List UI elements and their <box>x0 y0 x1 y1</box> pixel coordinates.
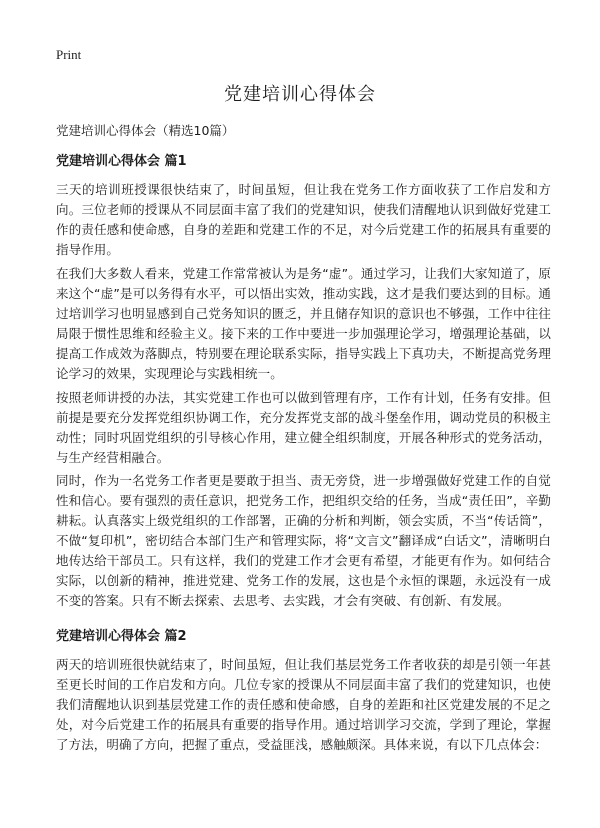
print-link[interactable]: Print <box>56 47 82 62</box>
paragraph: 三天的培训班授课很快结束了，时间虽短，但让我在党务工作方面收获了工作启发和方向。三位老师的授课从不同层面丰富了我们的党建知识，使我们清醒地认识到做好党建工作的责任感和使命感，自身的差距和党建工作的不足，对今后党建工作的拓展具有重要的指导作用。 <box>56 182 551 257</box>
document-title: 党建培训心得体会 <box>224 84 376 105</box>
document-subtitle: 党建培训心得体会（精选10篇） <box>56 123 235 138</box>
paragraph: 在我们大多数人看来，党建工作常常被认为是务“虚”。通过学习，让我们大家知道了，原来这个“虚”是可以务得有水平，可以悟出实效，推动实践，这才是我们要达到的目标。通过培训学习也明显感到自己党务知识的匮乏，并且储存知识的意识也不够强，工作中往往局限于惯性思维和经验主义。接下来的工作中要进一步加强理论学习，增强理论基础，以提高工作成效为落脚点，特别要在理论联系实际，指导实践上下真功夫，不断提高党务理论学习的效果，实现理论与实践相统一。 <box>56 266 551 381</box>
section-heading-1: 党建培训心得体会 篇1 <box>56 154 187 169</box>
paragraph: 同时，作为一名党务工作者更是要敢于担当、责无旁贷，进一步增强做好党建工作的自觉性和信心。要有强烈的责任意识，把党务工作，把组织交给的任务，当成“责任田”，辛勤耕耘。认真落实上级党组织的工作部署，正确的分析和判断，领会实质，不当“传话筒”，不做“复印机”，密切结合本部门生产和管理实际，将“文言文”翻译成“白话文”，清晰明白地传达给干部员工。只有这样，我们的党建工作才会更有希望，才能更有作为。如何结合实际，以创新的精神，推进党建、党务工作的发展，这也是个永恒的课题，永远没有一成不变的答案。只有不断去探索、去思考、去实践，才会有突破、有创新、有发展。 <box>56 473 551 608</box>
paragraph: 两天的培训班很快就结束了，时间虽短，但让我们基层党务工作者收获的却是引领一年甚至更长时间的工作启发和方向。几位专家的授课从不同层面丰富了我们的党建知识，也使我们清醒地认识到基层党建工作的责任感和使命感，自身的差距和社区党建发展的不足之处，对今后党建工作的拓展具有重要的指导作用。通过培训学习交流，学到了理论，掌握了方法，明确了方向，把握了重点，受益匪浅，感触颇深。具体来说，有以下几点体会： <box>56 657 551 752</box>
paragraph: 按照老师讲授的办法，其实党建工作也可以做到管理有序，工作有计划，任务有安排。但前提是要充分发挥党组织协调工作，充分发挥党支部的战斗堡垒作用，调动党员的积极主动性；同时巩固党组织的引导核心作用，建立健全组织制度，开展各种形式的党务活动，与生产经营相融合。 <box>56 390 551 465</box>
section-heading-2: 党建培训心得体会 篇2 <box>56 629 187 644</box>
